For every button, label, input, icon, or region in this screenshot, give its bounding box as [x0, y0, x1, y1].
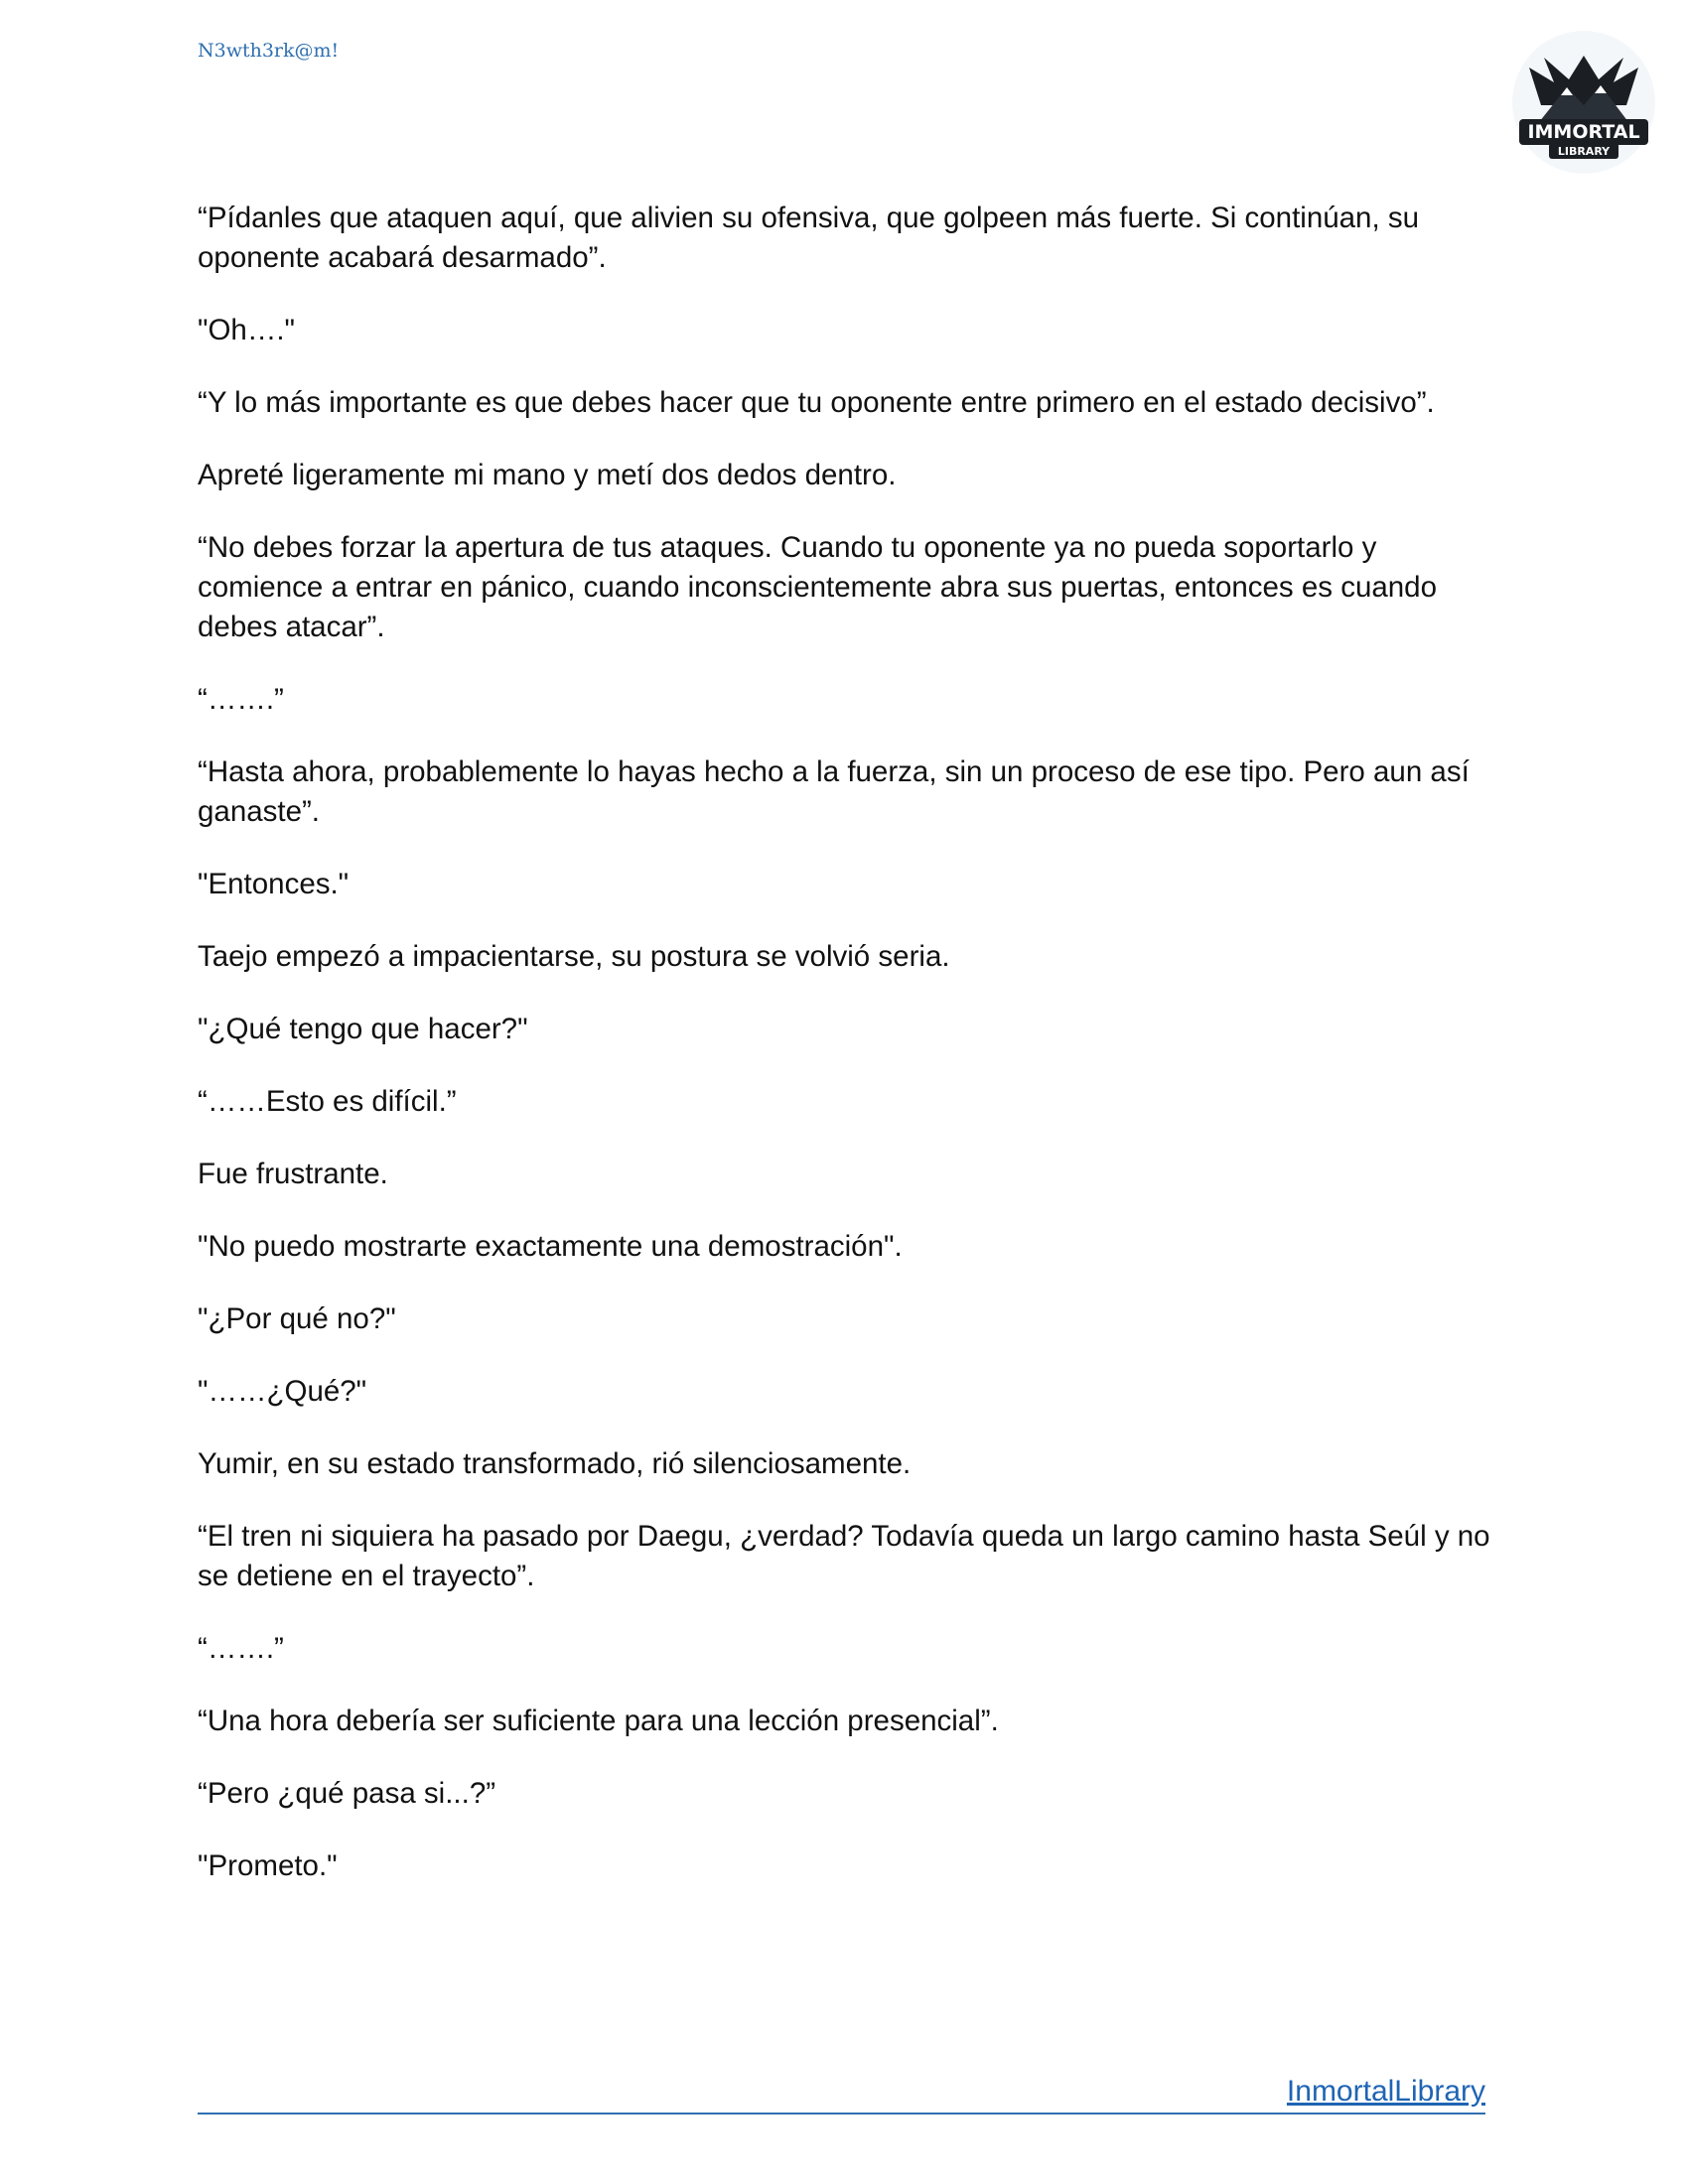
paragraph: “No debes forzar la apertura de tus ataques. Cuando tu oponente ya no pueda soportarlo y comience a entrar en pánico, cuando inconscientemente abra sus puertas, entonces es cuando debes atacar”. — [198, 531, 1437, 643]
footer-link[interactable]: InmortalLibrary — [1286, 2075, 1485, 2108]
paragraph: "……¿Qué?" — [198, 1375, 367, 1408]
logo-text-top: IMMORTAL — [1527, 121, 1640, 143]
paragraph: Fue frustrante. — [198, 1158, 388, 1190]
watermark-text: N3wth3rk@m! — [198, 40, 340, 62]
paragraph: “Y lo más importante es que debes hacer que tu oponente entre primero en el estado decisivo”. — [198, 386, 1435, 419]
paragraph: “Pero ¿qué pasa si...?” — [198, 1777, 496, 1810]
paragraph: "Entonces." — [198, 868, 350, 900]
paragraph: “Pídanles que ataquen aquí, que alivien su ofensiva, que golpeen más fuerte. Si continúan, su oponente acabará desarmado”. — [198, 202, 1420, 274]
paragraph: “…….” — [198, 1632, 284, 1665]
paragraph: Taejo empezó a impacientarse, su postura se volvió seria. — [198, 940, 950, 973]
logo-text-bottom: LIBRARY — [1557, 145, 1611, 158]
immortal-library-logo — [1509, 28, 1658, 177]
paragraph: “Hasta ahora, probablemente lo hayas hecho a la fuerza, sin un proceso de ese tipo. Pero aun así ganaste”. — [198, 755, 1470, 828]
paragraph: "Oh…." — [198, 314, 295, 346]
paragraph: "Prometo." — [198, 1849, 338, 1882]
paragraph: Apreté ligeramente mi mano y metí dos dedos dentro. — [198, 459, 897, 491]
paragraph: “……Esto es difícil.” — [198, 1085, 457, 1118]
document-body — [198, 199, 1498, 1919]
paragraph: “Una hora debería ser suficiente para una lección presencial”. — [198, 1705, 999, 1737]
paragraph: "¿Por qué no?" — [198, 1302, 396, 1335]
paragraph: Yumir, en su estado transformado, rió silenciosamente. — [198, 1447, 912, 1480]
footer-divider — [198, 2113, 1485, 2115]
paragraph: “El tren ni siquiera ha pasado por Daegu, ¿verdad? Todavía queda un largo camino hasta Seúl y no se detiene en el trayecto”. — [198, 1520, 1490, 1592]
paragraph: "¿Qué tengo que hacer?" — [198, 1013, 528, 1045]
paragraph: "No puedo mostrarte exactamente una demostración". — [198, 1230, 903, 1263]
paragraph: “…….” — [198, 683, 284, 716]
